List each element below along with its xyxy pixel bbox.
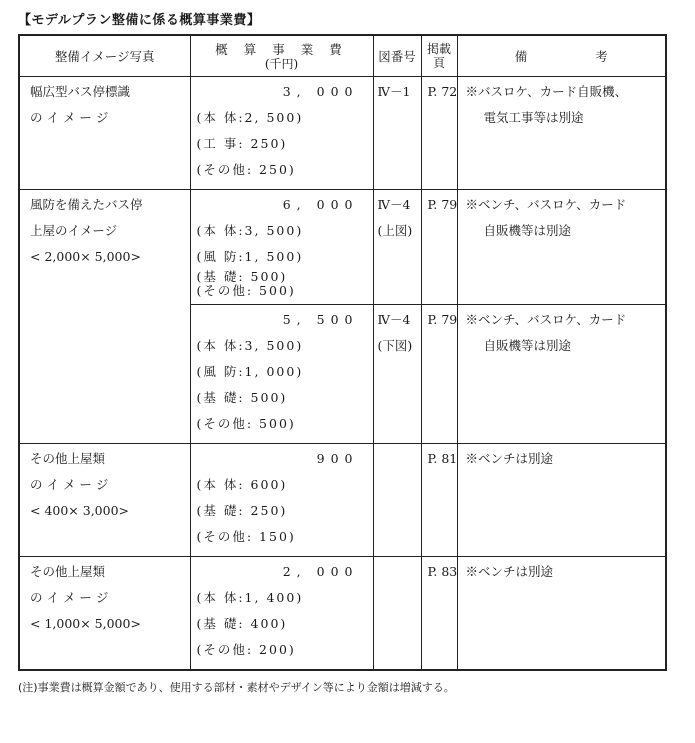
notes-cell: ※ベンチは別途 bbox=[457, 444, 666, 557]
image-name-cell: 風防を備えたバス停 上屋のイメージ < 2,000× 5,000> bbox=[19, 190, 190, 444]
cost-total: 6, 000 bbox=[282, 197, 359, 212]
page-cell: P. 83 bbox=[421, 557, 457, 671]
cost-cell: 5, 500 (本 体:3, 500) (風 防:1, 000) (基 礎: 500) (その他: 500) bbox=[190, 305, 373, 444]
page-cell: P. 79 bbox=[421, 305, 457, 444]
figure-number-cell bbox=[373, 557, 421, 671]
page-cell: P. 72 bbox=[421, 77, 457, 190]
cost-cell: 900 (本 体: 600) (基 礎: 250) (その他: 150) bbox=[190, 444, 373, 557]
footnote: (注)事業費は概算金額であり、使用する部材・素材やデザイン等により金額は増減する。 bbox=[18, 681, 455, 694]
cost-cell: 6, 000 (本 体:3, 500) (風 防:1, 500) (基 礎: 500) (その他: 500) bbox=[190, 190, 373, 305]
page-cell: P. 79 bbox=[421, 190, 457, 305]
header-figure-number: 図番号 bbox=[373, 35, 421, 77]
table-row bbox=[19, 444, 666, 557]
image-name-cell: その他上屋類 の イ メ ー ジ < 400× 3,000> bbox=[19, 444, 190, 557]
figure-number-cell: Ⅳ－4 (下図) bbox=[373, 305, 421, 444]
cost-total: 2, 000 bbox=[282, 564, 359, 579]
notes-cell: ※ベンチは別途 bbox=[457, 557, 666, 671]
header-notes: 備 考 bbox=[457, 35, 666, 77]
cost-cell: 3, 000 (本 体:2, 500) (工 事: 250) (その他: 250) bbox=[190, 77, 373, 190]
image-name-cell: 幅広型バス停標識 の イ メ ー ジ bbox=[19, 77, 190, 190]
cost-table bbox=[18, 34, 667, 671]
header-cost: 概 算 事 業 費 (千円) bbox=[190, 35, 373, 77]
figure-number-cell bbox=[373, 444, 421, 557]
cost-total: 5, 500 bbox=[282, 312, 359, 327]
image-name-cell: その他上屋類 の イ メ ー ジ < 1,000× 5,000> bbox=[19, 557, 190, 671]
header-page: 掲載 頁 bbox=[421, 35, 457, 77]
page-title: 【モデルプラン整備に係る概算事業費】 bbox=[18, 13, 261, 28]
cost-cell: 2, 000 (本 体:1, 400) (基 礎: 400) (その他: 200) bbox=[190, 557, 373, 671]
notes-cell: ※ベンチ、バスロケ、カード 自販機等は別途 bbox=[457, 305, 666, 444]
figure-number-cell: Ⅳ－4 (上図) bbox=[373, 190, 421, 305]
cost-total: 3, 000 bbox=[282, 84, 359, 99]
cost-total: 900 bbox=[316, 451, 359, 466]
table-row bbox=[19, 190, 666, 305]
figure-number-cell: Ⅳ－1 bbox=[373, 77, 421, 190]
notes-cell: ※バスロケ、カード自販機、 電気工事等は別途 bbox=[457, 77, 666, 190]
table-row bbox=[19, 77, 666, 190]
notes-cell: ※ベンチ、バスロケ、カード 自販機等は別途 bbox=[457, 190, 666, 305]
page-cell: P. 81 bbox=[421, 444, 457, 557]
table-row bbox=[19, 557, 666, 671]
table-header-row bbox=[19, 35, 666, 77]
header-image: 整備イメージ写真 bbox=[19, 35, 190, 77]
